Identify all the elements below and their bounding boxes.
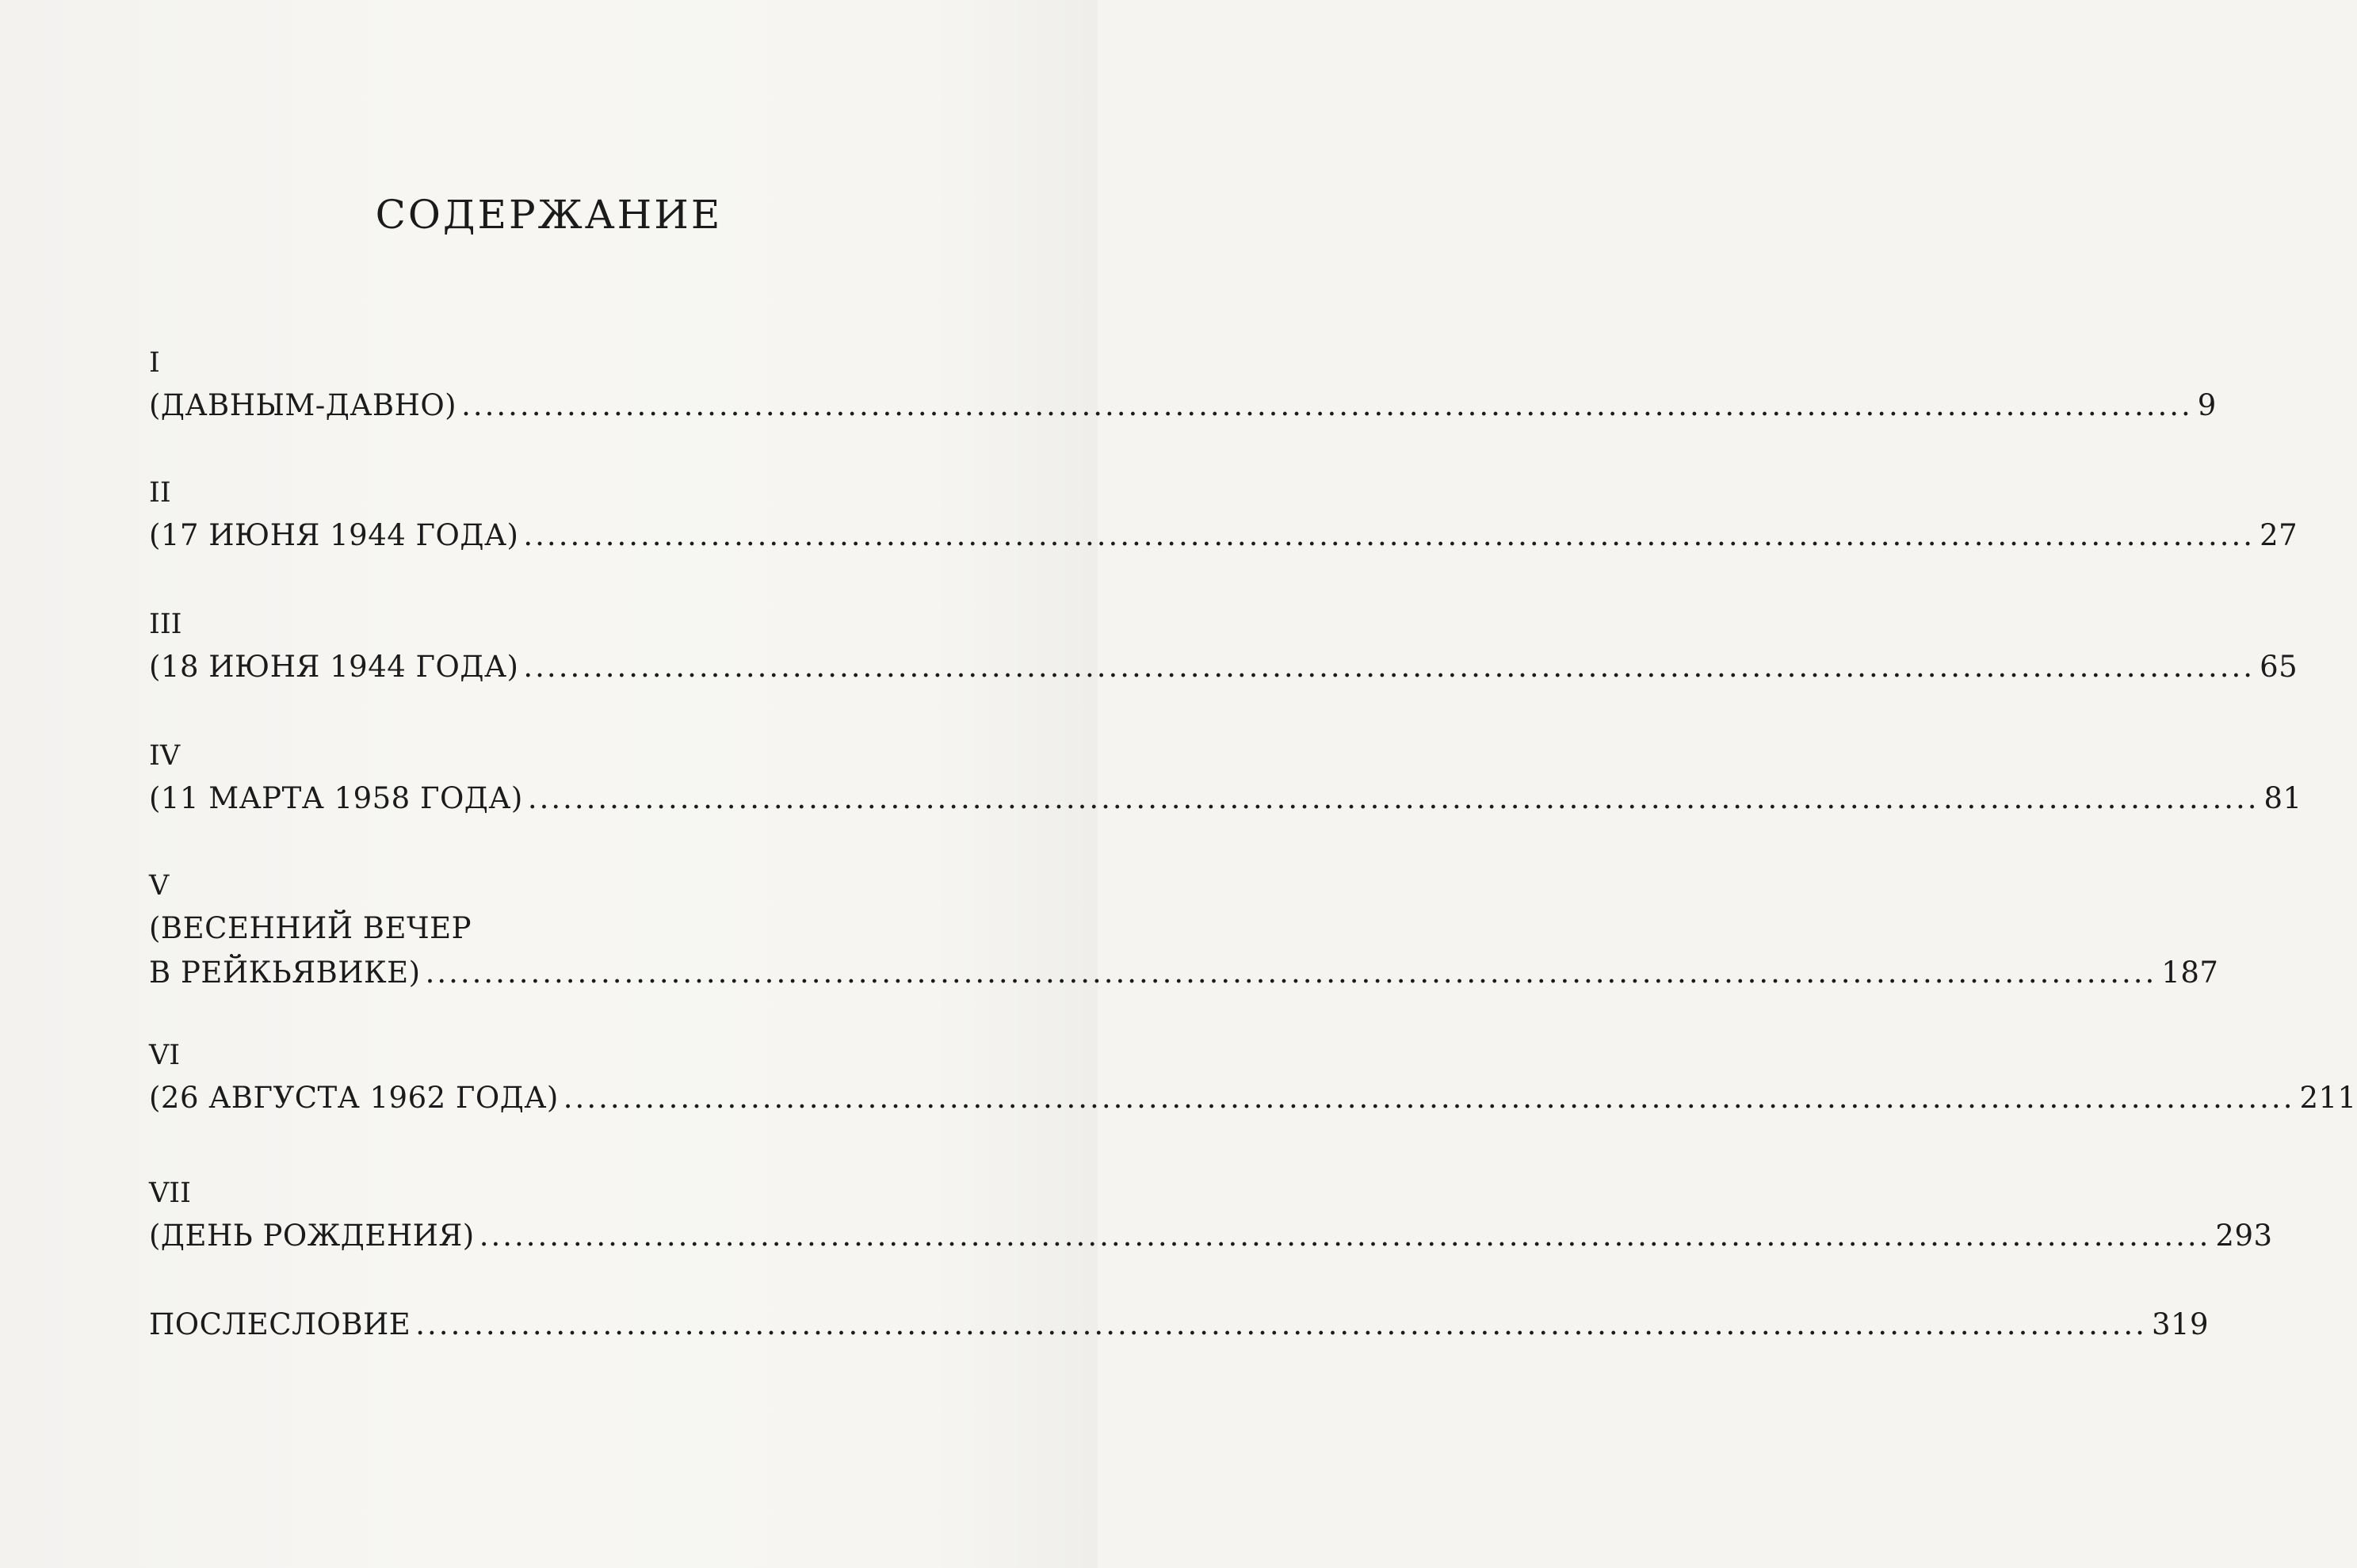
toc-line — [149, 1214, 2273, 1258]
page-number: 211 — [2299, 1081, 2357, 1115]
chapter-numeral: III — [149, 609, 182, 640]
chapter-title: (ВЕСЕННИЙ ВЕЧЕР — [149, 911, 472, 945]
chapter-title: (ДАВНЫМ-ДАВНО) — [149, 388, 457, 422]
chapter-title: (18 ИЮНЯ 1944 ГОДА) — [149, 650, 519, 684]
dot-leader: .................................................................................................................................................... — [425, 956, 2157, 990]
chapter-title: (17 ИЮНЯ 1944 ГОДА) — [149, 518, 519, 552]
toc-entry — [149, 735, 2302, 821]
contents-title: СОДЕРЖАНИЕ — [375, 191, 723, 238]
chapter-title: (11 МАРТА 1958 ГОДА) — [149, 781, 523, 815]
dot-leader: .................................................................................................................................................... — [527, 781, 2260, 815]
toc-line — [149, 1076, 2357, 1120]
toc-line — [149, 645, 2298, 689]
toc-line — [149, 513, 2298, 558]
chapter-numeral: I — [149, 347, 160, 379]
dot-leader: .................................................................................................................................................... — [523, 518, 2256, 552]
page-number: 27 — [2260, 518, 2298, 552]
dot-leader: .................................................................................................................................................... — [479, 1219, 2211, 1253]
page-number: 65 — [2260, 650, 2298, 684]
toc-line — [149, 776, 2302, 821]
dot-leader: .................................................................................................................................................... — [415, 1307, 2147, 1341]
page-number: 9 — [2197, 388, 2217, 422]
toc-entry — [149, 472, 2298, 558]
dot-leader: .................................................................................................................................................... — [563, 1081, 2295, 1115]
chapter-numeral: VI — [149, 1040, 181, 1071]
page-number: 293 — [2215, 1219, 2273, 1253]
page-number: 319 — [2151, 1307, 2210, 1341]
toc-entry — [149, 342, 2217, 428]
toc-line — [149, 951, 2219, 995]
toc-entry — [149, 1035, 2357, 1120]
page-number: 81 — [2263, 781, 2302, 815]
dot-leader: .................................................................................................................................................... — [461, 388, 2193, 422]
toc-entry-afterword — [149, 1303, 2210, 1347]
toc-line — [149, 383, 2217, 428]
chapter-title: (26 АВГУСТА 1962 ГОДА) — [149, 1081, 559, 1115]
chapter-numeral: VII — [149, 1177, 191, 1209]
toc-line — [149, 1303, 2210, 1347]
dot-leader: .................................................................................................................................................... — [523, 650, 2256, 684]
toc-entry — [149, 604, 2298, 689]
chapter-title: (ДЕНЬ РОЖДЕНИЯ) — [149, 1219, 475, 1253]
chapter-title-continued: В РЕЙКЬЯВИКЕ) — [149, 956, 421, 990]
afterword-title: ПОСЛЕСЛОВИЕ — [149, 1307, 411, 1341]
page-number: 187 — [2161, 956, 2219, 990]
toc-entry — [149, 1173, 2273, 1258]
chapter-numeral: V — [149, 870, 170, 902]
chapter-numeral: IV — [149, 740, 181, 772]
chapter-numeral: II — [149, 477, 171, 509]
toc-entry — [149, 865, 2219, 995]
